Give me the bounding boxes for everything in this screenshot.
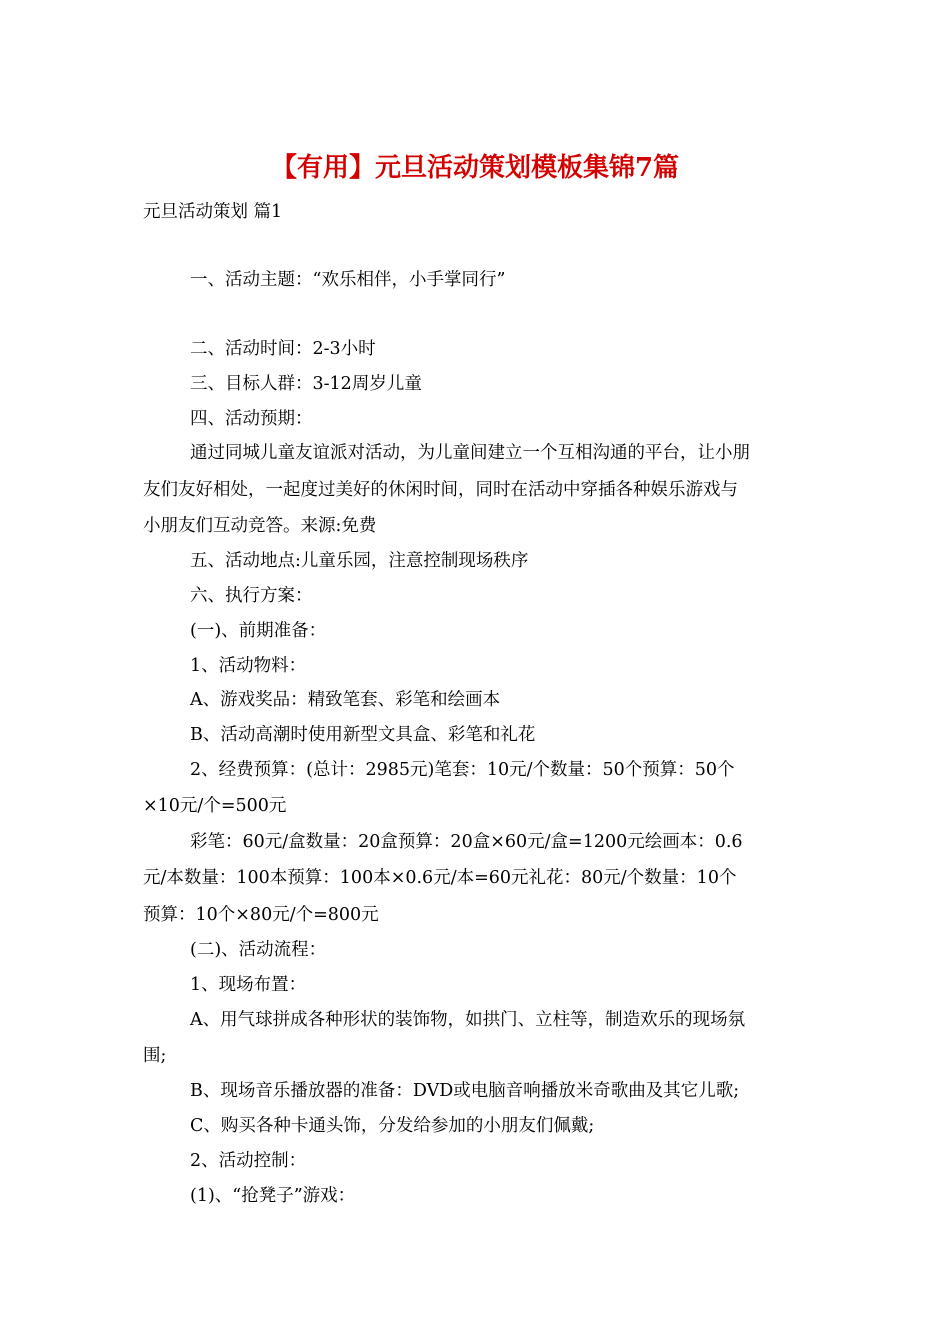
- paragraph-line: 四、活动预期：: [190, 409, 313, 429]
- paragraph-line: B、活动高潮时使用新型文具盒、彩笔和礼花: [190, 725, 536, 745]
- paragraph-line: 2、经费预算：(总计：2985元)笔套：10元/个数量：50个预算：50个: [190, 760, 735, 780]
- paragraph-line: 五、活动地点:儿童乐园，注意控制现场秩序: [190, 551, 529, 571]
- paragraph-line: 三、目标人群：3-12周岁儿童: [190, 374, 422, 394]
- paragraph-line: ×10元/个=500元: [143, 796, 287, 816]
- paragraph-line: 围;: [143, 1046, 167, 1066]
- paragraph-line: B、现场音乐播放器的准备：DVD或电脑音响播放米奇歌曲及其它儿歌;: [190, 1081, 740, 1101]
- paragraph-line: 一、活动主题：“欢乐相伴，小手掌同行”: [190, 270, 506, 290]
- paragraph-line: 六、执行方案：: [190, 586, 313, 606]
- paragraph-line: 彩笔：60元/盒数量：20盒预算：20盒×60元/盒=1200元绘画本：0.6: [190, 832, 743, 852]
- paragraph-line: 预算：10个×80元/个=800元: [143, 905, 379, 925]
- paragraph-line: 元/本数量：100本预算：100本×0.6元/本=60元礼花：80元/个数量：10个: [143, 868, 737, 888]
- paragraph-line: (二)、活动流程：: [190, 940, 327, 960]
- paragraph-line: (一)、前期准备：: [190, 621, 327, 641]
- paragraph-line: C、购买各种卡通头饰，分发给参加的小朋友们佩戴;: [190, 1116, 595, 1136]
- paragraph-line: 通过同城儿童友谊派对活动，为儿童间建立一个互相沟通的平台，让小朋: [190, 443, 750, 463]
- paragraph-line: 小朋友们互动竞答。来源:免费: [143, 516, 377, 536]
- paragraph-line: (1)、“抢凳子”游戏：: [190, 1186, 356, 1206]
- section-heading: 元旦活动策划 篇1: [143, 202, 283, 222]
- paragraph-line: 二、活动时间：2-3小时: [190, 339, 376, 359]
- paragraph-line: A、游戏奖品：精致笔套、彩笔和绘画本: [190, 690, 501, 710]
- paragraph-line: 1、活动物料：: [190, 656, 307, 676]
- paragraph-line: 1、现场布置：: [190, 975, 307, 995]
- paragraph-line: A、用气球拼成各种形状的装饰物，如拱门、立柱等，制造欢乐的现场氛: [190, 1010, 746, 1030]
- paragraph-line: 友们友好相处，一起度过美好的休闲时间，同时在活动中穿插各种娱乐游戏与: [143, 480, 738, 500]
- paragraph-line: 2、活动控制：: [190, 1151, 307, 1171]
- document-title: 【有用】元旦活动策划模板集锦7篇: [270, 153, 680, 183]
